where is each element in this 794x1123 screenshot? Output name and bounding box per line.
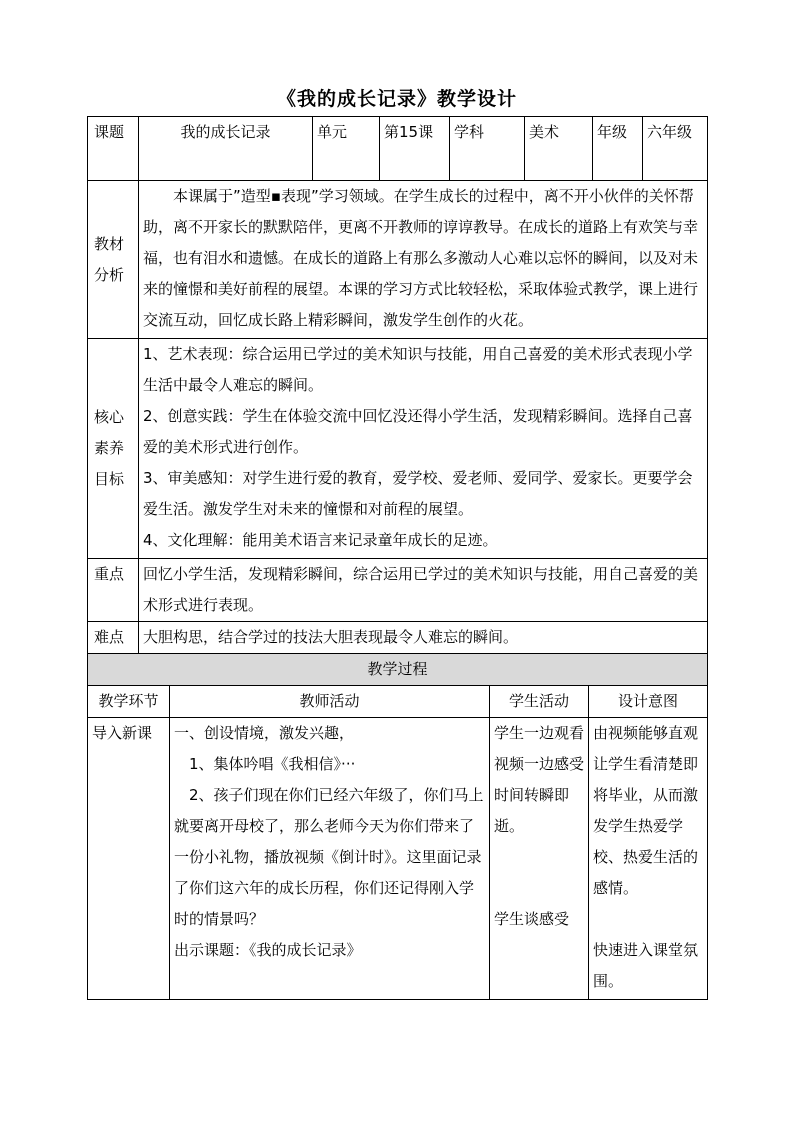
difficulty-text: 大胆构思，结合学过的技法大胆表现最令人难忘的瞬间。 [139, 622, 708, 654]
process-table [87, 653, 708, 1000]
teacher-line: 出示课题：《我的成长记录》 [174, 941, 362, 959]
goal-item: 4、文化理解：能用美术语言来记录童年成长的足迹。 [143, 531, 498, 549]
document-title: 《我的成长记录》教学设计 [276, 88, 517, 110]
teacher-activity [170, 718, 490, 1000]
student-line: 学生谈感受 [494, 910, 570, 928]
column-header: 教师活动 [170, 686, 490, 718]
key-point-text: 回忆小学生活，发现精彩瞬间，综合运用已学过的美术知识与技能，用自己喜爱的美术形式进行表现。 [139, 559, 708, 622]
teacher-line: 1、集体吟唱《我相信》··· [189, 755, 356, 773]
topic-value: 我的成长记录 [139, 117, 313, 181]
design-intent [589, 718, 708, 1000]
unit-label: 单元 [313, 117, 380, 181]
goals-list [139, 339, 708, 559]
table-row [88, 718, 708, 1000]
teacher-line: 2、孩子们现在你们已经六年级了，你们马上就要离开母校了，那么老师今天为你们带来了一份小礼物，播放视频《倒计时》。这里面记录了你们这六年的成长历程，你们还记得刚入学时的情景吗？ [174, 786, 484, 928]
intent-line: 快速进入课堂氛围。 [593, 941, 699, 990]
analysis-text: 本课属于”造型▪表现”学习领域。在学生成长的过程中，离不开小伙伴的关怀帮助，离不开家长的默默陪伴，更离不开教师的谆谆教导。在成长的道路上有欢笑与幸福，也有泪水和遗憾。在成长的道路上有那么多激动人心难以忘怀的瞬间，以及对未来的憧憬和美好前程的展望。本课的学习方式比较轻松，采取体验式教学，课上进行交流互动，回忆成长路上精彩瞬间，激发学生创作的火花。 [139, 181, 708, 339]
intent-line: 由视频能够直观让学生看清楚即将毕业，从而激发学生热爱学校、热爱生活的感情。 [593, 724, 699, 897]
teacher-line: 一、创设情境，激发兴趣， [174, 724, 355, 742]
column-header: 设计意图 [589, 686, 708, 718]
topic-label: 课题 [88, 117, 139, 181]
column-header: 教学环节 [88, 686, 170, 718]
subject-value: 美术 [525, 117, 593, 181]
analysis-label: 教材分析 [88, 181, 139, 339]
stage-cell: 导入新课 [88, 718, 170, 1000]
goal-item: 1、艺术表现：综合运用已学过的美术知识与技能，用自己喜爱的美术形式表现小学生活中最令人难忘的瞬间。 [143, 345, 693, 394]
goal-item: 3、审美感知：对学生进行爱的教育，爱学校、爱老师、爱同学、爱家长。更要学会爱生活。激发学生对未来的憧憬和对前程的展望。 [143, 469, 693, 518]
info-table [87, 116, 708, 654]
grade-label: 年级 [593, 117, 643, 181]
unit-value: 第15课 [380, 117, 450, 181]
subject-label: 学科 [450, 117, 525, 181]
difficulty-label: 难点 [88, 622, 139, 654]
student-line: 学生一边观看视频一边感受时间转瞬即逝。 [494, 724, 585, 835]
goals-label: 核心素养目标 [88, 339, 139, 559]
key-point-label: 重点 [88, 559, 139, 622]
student-activity [490, 718, 589, 1000]
column-header: 学生活动 [490, 686, 589, 718]
goal-item: 2、创意实践：学生在体验交流中回忆没还得小学生活，发现精彩瞬间。选择自己喜爱的美术形式进行创作。 [143, 407, 693, 456]
grade-value: 六年级 [643, 117, 708, 181]
process-header: 教学过程 [88, 654, 708, 686]
